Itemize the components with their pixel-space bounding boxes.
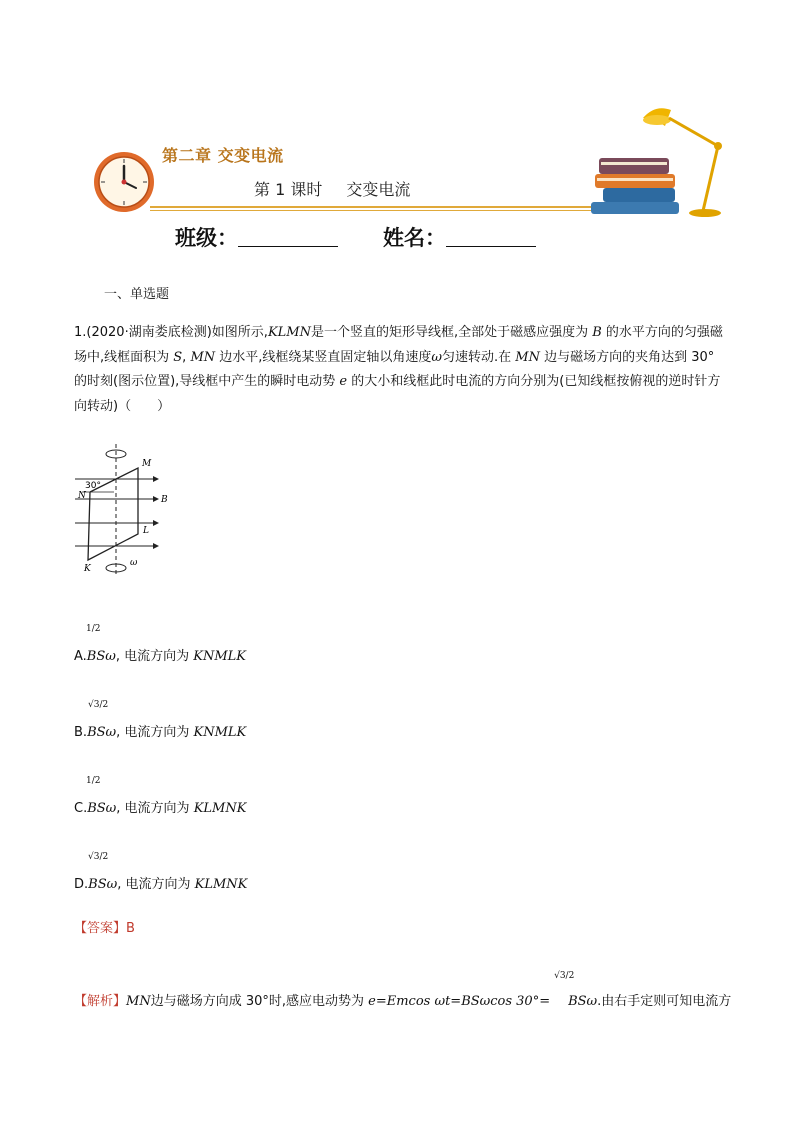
option-d-fraction: √3/2 — [88, 852, 109, 862]
coil-figure — [70, 440, 185, 580]
analysis-line: 【解析】MN边与磁场方向成 30°时,感应电动势为 e=Emcos ωt=BSωcos 30°= √3/2 BSω.由右手定则可知电流方 — [74, 971, 732, 1009]
class-label: 班级： — [175, 225, 238, 250]
class-field[interactable] — [175, 222, 338, 252]
name-field[interactable] — [383, 222, 536, 252]
option-c-fraction: 1/2 — [86, 776, 101, 786]
clock-icon — [92, 150, 156, 214]
analysis-fraction: √3/2 — [554, 971, 575, 981]
chapter-title: 第二章 交变电流 — [162, 146, 284, 165]
label-N: N — [78, 491, 86, 501]
question-text: 1.(2020·湖南娄底检测)如图所示,KLMN是一个竖直的矩形导线框,全部处于磁感应强度为 B 的水平方向的匀强磁场中,线框面积为 S, MN 边水平,线框绕某竖直固定轴以角速度ω匀速转动.在 MN 边与磁场方向的夹角达到 30°的时刻(图示位置),导线框中产生的瞬时电动势 e 的大小和线框此时电流的方向分别为(已知线框按俯视的逆时针方向转动)（ ） — [74, 325, 723, 414]
angle-label: 30° — [85, 481, 101, 491]
option-b[interactable]: B. √3/2 BSω, 电流方向为 KNMLK — [74, 700, 247, 740]
header-rule-thin — [150, 210, 595, 211]
label-M: M — [142, 459, 152, 469]
answer-label: 【答案】 — [74, 921, 127, 936]
lesson-number: 第 1 课时 — [254, 180, 323, 199]
books-lamp-illustration — [585, 96, 735, 221]
name-label: 姓名： — [383, 225, 446, 250]
option-b-fraction: √3/2 — [88, 700, 109, 710]
section-heading: 一、单选题 — [104, 287, 170, 302]
lesson-title — [254, 177, 410, 200]
label-omega: ω — [130, 558, 138, 568]
label-K: K — [84, 564, 91, 574]
lesson-name: 交变电流 — [346, 180, 411, 199]
option-c[interactable]: C. 1/2 BSω, 电流方向为 KLMNK — [74, 776, 247, 816]
answer-line — [74, 917, 135, 936]
option-a[interactable]: A. 1/2 BSω, 电流方向为 KNMLK — [74, 624, 247, 664]
name-blank — [446, 226, 536, 247]
label-B: B — [161, 495, 168, 505]
analysis-label: 【解析】 — [74, 994, 127, 1009]
option-d[interactable]: D. √3/2 BSω, 电流方向为 KLMNK — [74, 852, 248, 892]
label-L: L — [143, 526, 149, 536]
class-blank — [238, 226, 338, 247]
header-rule — [150, 206, 595, 208]
option-a-fraction: 1/2 — [86, 624, 101, 634]
answer-value: B — [126, 921, 135, 936]
